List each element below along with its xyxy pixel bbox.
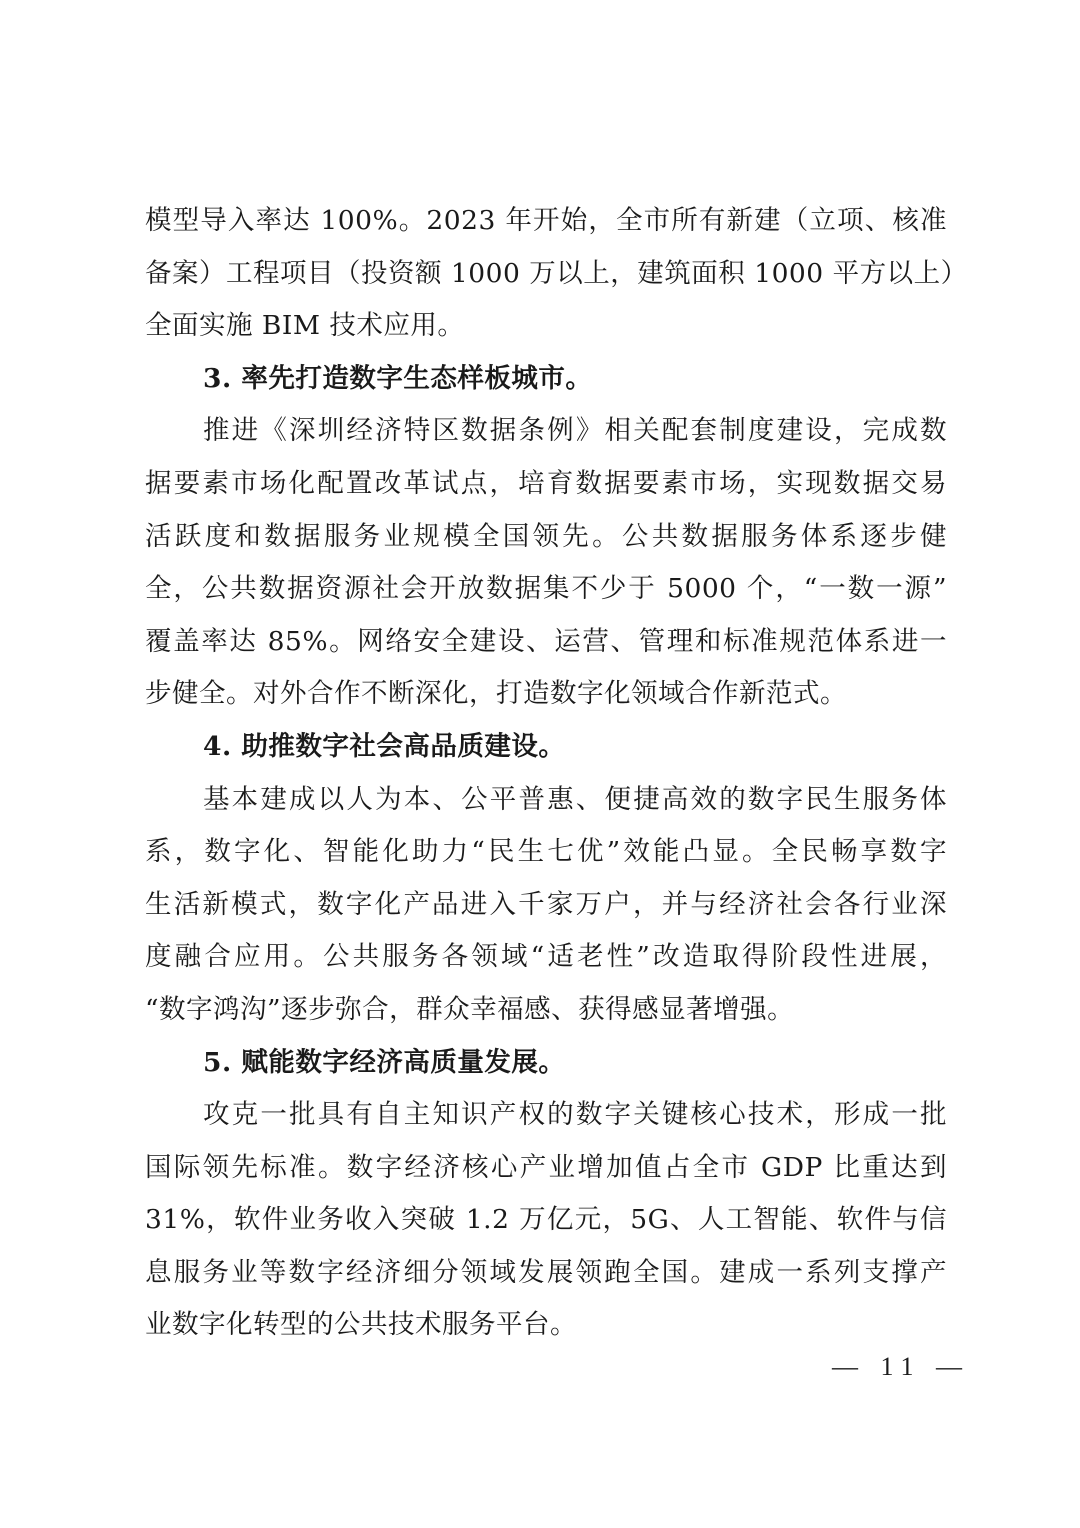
text-line: 4. 助推数字社会高品质建设。 xyxy=(203,730,566,762)
text-line: 国际领先标准。数字经济核心产业增加值占全市 GDP 比重达到 xyxy=(145,1151,947,1183)
text-line: 5. 赋能数字经济高质量发展。 xyxy=(203,1046,566,1078)
section-heading xyxy=(145,353,947,406)
paragraph xyxy=(145,195,968,353)
text-line: 业数字化转型的公共技术服务平台。 xyxy=(145,1309,577,1341)
text-line: 推进《深圳经济特区数据条例》相关配套制度建设，完成数 xyxy=(203,415,947,447)
text-line: 31%，软件业务收入突破 1.2 万亿元，5G、人工智能、软件与信 xyxy=(145,1204,947,1236)
text-line: 息服务业等数字经济细分领域发展领跑全国。建成一系列支撑产 xyxy=(145,1256,947,1288)
text-line: 全面实施 BIM 技术应用。 xyxy=(145,310,465,342)
text-line: 覆盖率达 85%。网络安全建设、运营、管理和标准规范体系进一 xyxy=(145,625,947,657)
text-line: “数字鸿沟”逐步弥合，群众幸福感、获得感显著增强。 xyxy=(145,993,795,1025)
text-line: 系，数字化、智能化助力“民生七优”效能凸显。全民畅享数字 xyxy=(145,836,947,868)
page-number: — 11 — xyxy=(832,1352,971,1381)
text-line: 度融合应用。公共服务各领域“适老性”改造取得阶段性进展， xyxy=(145,941,947,973)
text-line: 基本建成以人为本、公平普惠、便捷高效的数字民生服务体 xyxy=(203,783,947,815)
text-line: 攻克一批具有自主知识产权的数字关键核心技术，形成一批 xyxy=(203,1099,947,1131)
text-line: 步健全。对外合作不断深化，打造数字化领域合作新范式。 xyxy=(145,678,847,710)
paragraph xyxy=(145,405,947,721)
text-line: 据要素市场化配置改革试点，培育数据要素市场，实现数据交易 xyxy=(145,467,947,499)
section-heading xyxy=(145,721,947,774)
paragraph xyxy=(145,1089,947,1352)
text-line: 备案）工程项目（投资额 1000 万以上，建筑面积 1000 平方以上） xyxy=(145,257,968,289)
text-line: 生活新模式，数字化产品进入千家万户，并与经济社会各行业深 xyxy=(145,888,947,920)
paragraph xyxy=(145,774,947,1037)
document-body xyxy=(145,195,968,1352)
text-line: 全，公共数据资源社会开放数据集不少于 5000 个，“一数一源” xyxy=(145,573,947,605)
text-line: 3. 率先打造数字生态样板城市。 xyxy=(203,362,593,394)
text-line: 活跃度和数据服务业规模全国领先。公共数据服务体系逐步健 xyxy=(145,520,947,552)
text-line: 模型导入率达 100%。2023 年开始，全市所有新建（立项、核准 xyxy=(145,205,947,236)
section-heading xyxy=(145,1037,947,1090)
